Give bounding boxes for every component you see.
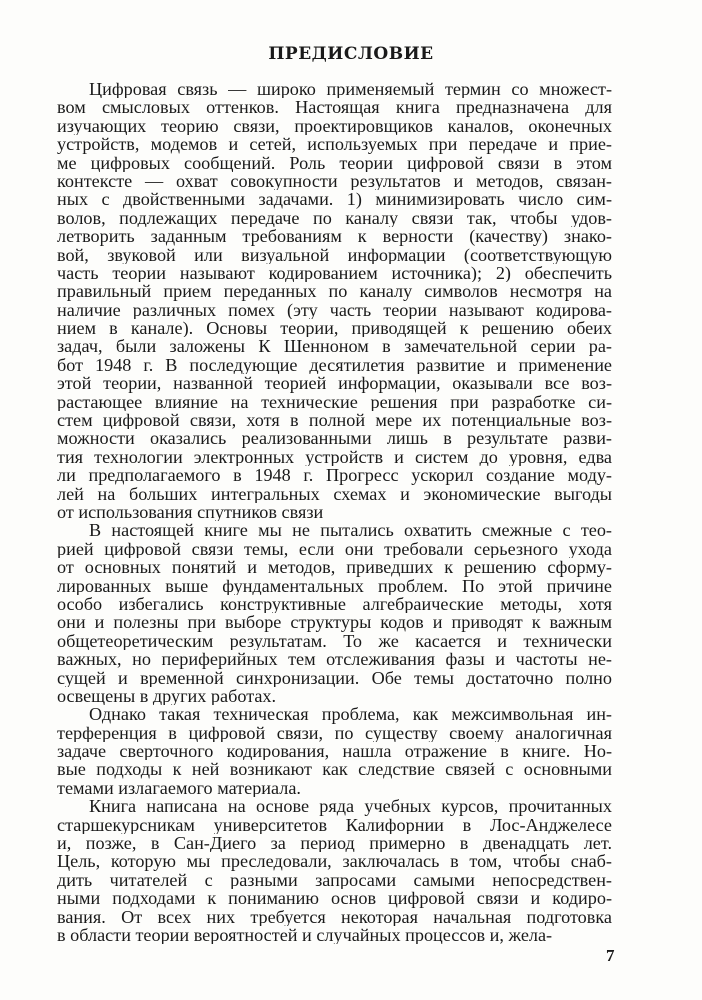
text-line: устройств, модемов и сетей, используемых при передаче и прие-	[57, 135, 612, 154]
text-line: ных с двойственными задачами. 1) минимизировать число сим-	[57, 190, 612, 209]
text-line: вом смысловых оттенков. Настоящая книга предназначена для	[57, 98, 612, 117]
text-line: ме цифровых сообщений. Роль теории цифровой связи в этом	[57, 153, 612, 172]
text-line: в области теории вероятностей и случайных процессов и, жела-	[57, 925, 553, 945]
text-line: летворить заданным требованиям к верности (качеству) знако-	[57, 227, 612, 246]
text-line: освещены в других работах.	[57, 686, 277, 706]
text-line: правильный прием переданных по каналу символов несмотря на	[57, 282, 612, 301]
text-line: этой теории, названной теорией информации, оказывали все воз-	[57, 374, 612, 393]
text-line: тия технологии электронных устройств и систем до уровня, едва	[57, 447, 612, 467]
text-line: В настоящей книге мы не пытались охватить смежные с тео-	[89, 521, 612, 540]
text-line: они и полезны при выборе структуры кодов и приводят к важным	[57, 613, 612, 632]
text-line: сущей и временной синхронизации. Обе темы достаточно полно	[57, 668, 612, 687]
text-line: рией цифровой связи темы, если они требовали серьезного ухода	[57, 539, 612, 559]
text-line: вой, звуковой или визуальной информации (соответствующую	[57, 245, 612, 264]
text-line: нием в канале). Основы теории, приводящей к решению обеих	[57, 319, 612, 338]
text-line: можности оказались реализованными лишь в результате разви-	[57, 429, 612, 448]
text-line: растающее влияние на технические решения при разработке си-	[57, 392, 612, 412]
text-line: часть теории называют кодированием источника); 2) обеспечить	[57, 263, 612, 283]
text-line: наличие различных помех (эту часть теории называют кодирова-	[57, 300, 612, 320]
paragraph	[57, 705, 612, 797]
text-line: контексте — охват совокупности результатов и методов, связан-	[57, 171, 612, 191]
page-title: ПРЕДИСЛОВИЕ	[268, 44, 434, 64]
text-line: ли предполагаемого в 1948 г. Прогресс ускорил создание моду-	[57, 466, 612, 485]
text-line: изучающих теорию связи, проектировщиков каналов, оконечных	[57, 116, 612, 136]
text-line: и, позже, в Сан-Диего за период примерно в двенадцать лет.	[57, 834, 612, 853]
text-line: Однако такая техническая проблема, как межсимвольная ин-	[89, 705, 612, 724]
text-line: терференция в цифровой связи, по существу своему аналогичная	[57, 723, 612, 743]
text-line: лей на больших интегральных схемах и экономические выгоды	[57, 484, 612, 503]
text-line: темами излагаемого материала.	[57, 778, 301, 798]
text-line: важных, но периферийных тем отслеживания фазы и частоты не-	[57, 650, 612, 669]
text-line: общетеоретическим результатам. То же касается и технически	[57, 631, 612, 651]
text-line: лированных выше фундаментальных проблем. По этой причине	[57, 576, 612, 595]
text-line: Цель, которую мы преследовали, заключалась в том, чтобы снаб-	[57, 852, 612, 871]
text-line: от использования спутников связи	[57, 502, 324, 522]
text-line: старшекурсникам университетов Калифорнии в Лос-Анджелесе	[57, 815, 612, 835]
text-line: стем цифровой связи, хотя в полной мере их потенциальные воз-	[57, 411, 612, 430]
text-line: волов, подлежащих передаче по каналу связи так, чтобы удов-	[57, 208, 612, 228]
text-line: дить читателей с разными запросами самыми непосредствен-	[57, 870, 612, 890]
text-line: ными подходами к пониманию основ цифровой связи и кодиро-	[57, 889, 612, 908]
body-text	[57, 80, 612, 944]
paragraph	[57, 80, 612, 521]
text-line: задач, были заложены К Шенноном в замечательной серии ра-	[57, 337, 612, 356]
text-line: вые подходы к ней возникают как следствие связей с основными	[57, 760, 612, 779]
page-number: 7	[606, 946, 615, 965]
text-line: вания. От всех них требуется некоторая начальная подготовка	[57, 907, 612, 926]
paragraph	[57, 521, 612, 705]
text-line: бот 1948 г. В последующие десятилетия развитие и применение	[57, 355, 612, 375]
text-line: Цифровая связь — широко применяемый термин со множест-	[89, 80, 612, 99]
text-line: от основных понятий и методов, приведших к решению сформу-	[57, 558, 612, 577]
text-line: особо избегались конструктивные алгебраические методы, хотя	[57, 594, 612, 614]
text-line: задаче сверточного кодирования, нашла отражение в книге. Но-	[57, 742, 612, 761]
text-line: Книга написана на основе ряда учебных курсов, прочитанных	[89, 797, 612, 816]
paragraph	[57, 797, 612, 944]
